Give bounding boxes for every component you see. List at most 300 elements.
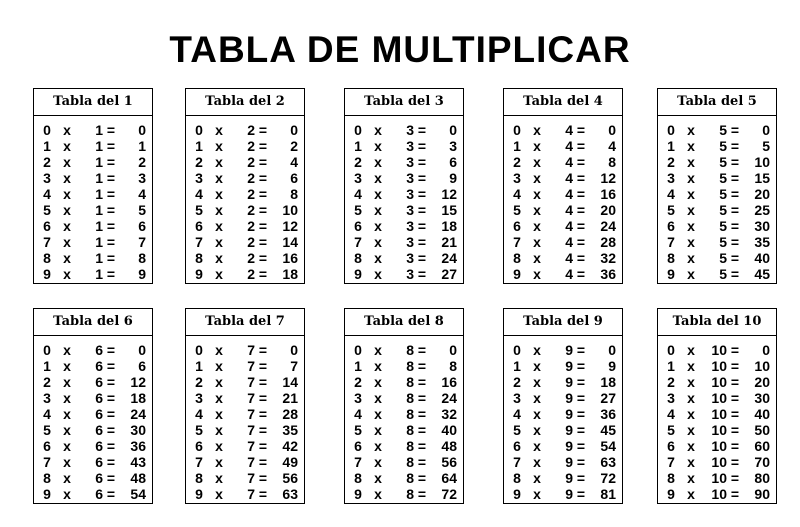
multiplier: 1: [95, 170, 103, 186]
multiplier: 4: [565, 250, 573, 266]
equals-sign: =: [258, 202, 268, 218]
product: 24: [130, 406, 146, 422]
multiplier: 2: [247, 154, 255, 170]
factor: 5: [354, 422, 362, 438]
times-sign: x: [63, 454, 71, 470]
equals-sign: =: [576, 406, 586, 422]
times-sign: x: [374, 122, 382, 138]
multiplier: 10: [711, 438, 727, 454]
multiplier: 5: [719, 170, 727, 186]
product: 20: [600, 202, 616, 218]
times-sign: x: [687, 454, 695, 470]
multiplier: 3: [406, 266, 414, 282]
table-row: [186, 138, 304, 154]
product: 10: [754, 358, 770, 374]
factor: 0: [43, 342, 51, 358]
table-heading: Tabla del 3: [345, 89, 463, 116]
multiplier: 4: [565, 170, 573, 186]
product: 30: [130, 422, 146, 438]
multiplier: 7: [247, 438, 255, 454]
factor: 4: [354, 186, 362, 202]
table-row: [186, 390, 304, 406]
times-sign: x: [533, 470, 541, 486]
table-row: [186, 374, 304, 390]
factor: 5: [43, 422, 51, 438]
factor: 6: [43, 218, 51, 234]
multiplier: 5: [719, 138, 727, 154]
factor: 3: [513, 390, 521, 406]
equals-sign: =: [576, 122, 586, 138]
table-row: [34, 266, 152, 282]
table-row: [658, 122, 776, 138]
product: 7: [138, 234, 146, 250]
factor: 8: [43, 250, 51, 266]
table-row: [34, 250, 152, 266]
times-sign: x: [687, 374, 695, 390]
table-row: [34, 342, 152, 358]
times-sign: x: [215, 406, 223, 422]
table-row: [34, 358, 152, 374]
table-row: [345, 422, 463, 438]
multiplier: 2: [247, 186, 255, 202]
table-heading: Tabla del 6: [34, 309, 152, 336]
product: 9: [138, 266, 146, 282]
multiplier: 7: [247, 342, 255, 358]
table-row: [504, 438, 622, 454]
product: 64: [441, 470, 457, 486]
table-row: [504, 266, 622, 282]
factor: 3: [513, 170, 521, 186]
table-rows: [34, 336, 152, 502]
equals-sign: =: [576, 374, 586, 390]
times-sign: x: [533, 438, 541, 454]
factor: 1: [667, 358, 675, 374]
multiplier: 5: [719, 250, 727, 266]
factor: 9: [195, 266, 203, 282]
times-sign: x: [687, 218, 695, 234]
equals-sign: =: [730, 218, 740, 234]
equals-sign: =: [417, 266, 427, 282]
product: 8: [138, 250, 146, 266]
times-sign: x: [687, 358, 695, 374]
times-sign: x: [374, 170, 382, 186]
factor: 7: [513, 234, 521, 250]
times-sign: x: [63, 390, 71, 406]
factor: 5: [43, 202, 51, 218]
table-card-2: [185, 88, 305, 284]
product: 6: [290, 170, 298, 186]
times-sign: x: [63, 170, 71, 186]
equals-sign: =: [576, 390, 586, 406]
times-sign: x: [687, 186, 695, 202]
product: 45: [754, 266, 770, 282]
multiplier: 3: [406, 234, 414, 250]
factor: 7: [667, 234, 675, 250]
times-sign: x: [687, 234, 695, 250]
table-row: [504, 122, 622, 138]
factor: 2: [354, 374, 362, 390]
factor: 2: [513, 374, 521, 390]
table-heading: Tabla del 7: [186, 309, 304, 336]
multiplier: 4: [565, 186, 573, 202]
times-sign: x: [215, 122, 223, 138]
multiplier: 9: [565, 438, 573, 454]
table-row: [345, 186, 463, 202]
multiplier: 3: [406, 186, 414, 202]
table-card-8: [344, 308, 464, 504]
multiplier: 8: [406, 422, 414, 438]
equals-sign: =: [417, 486, 427, 502]
product: 63: [282, 486, 298, 502]
multiplier: 3: [406, 154, 414, 170]
product: 36: [600, 266, 616, 282]
table-row: [504, 234, 622, 250]
product: 54: [600, 438, 616, 454]
product: 14: [282, 234, 298, 250]
equals-sign: =: [258, 358, 268, 374]
multiplier: 8: [406, 470, 414, 486]
table-row: [34, 234, 152, 250]
table-row: [186, 250, 304, 266]
equals-sign: =: [417, 390, 427, 406]
times-sign: x: [687, 154, 695, 170]
factor: 7: [354, 234, 362, 250]
multiplier: 1: [95, 138, 103, 154]
factor: 9: [354, 486, 362, 502]
factor: 1: [354, 358, 362, 374]
product: 9: [608, 358, 616, 374]
product: 80: [754, 470, 770, 486]
equals-sign: =: [417, 234, 427, 250]
table-row: [658, 234, 776, 250]
table-row: [658, 170, 776, 186]
product: 10: [754, 154, 770, 170]
multiplier: 1: [95, 122, 103, 138]
multiplier: 2: [247, 122, 255, 138]
table-row: [34, 122, 152, 138]
multiplier: 10: [711, 454, 727, 470]
factor: 0: [195, 122, 203, 138]
multiplier: 3: [406, 138, 414, 154]
multiplier: 10: [711, 390, 727, 406]
product: 24: [441, 250, 457, 266]
product: 0: [138, 122, 146, 138]
times-sign: x: [687, 390, 695, 406]
multiplier: 4: [565, 218, 573, 234]
times-sign: x: [374, 486, 382, 502]
factor: 1: [195, 138, 203, 154]
product: 6: [138, 218, 146, 234]
equals-sign: =: [730, 390, 740, 406]
factor: 7: [667, 454, 675, 470]
multiplier: 9: [565, 422, 573, 438]
equals-sign: =: [730, 406, 740, 422]
product: 49: [282, 454, 298, 470]
product: 72: [441, 486, 457, 502]
factor: 4: [195, 406, 203, 422]
equals-sign: =: [258, 250, 268, 266]
table-row: [34, 186, 152, 202]
equals-sign: =: [258, 170, 268, 186]
multiplier: 10: [711, 374, 727, 390]
product: 9: [449, 170, 457, 186]
table-row: [504, 154, 622, 170]
times-sign: x: [533, 234, 541, 250]
equals-sign: =: [258, 218, 268, 234]
table-card-10: [657, 308, 777, 504]
factor: 2: [667, 374, 675, 390]
factor: 7: [354, 454, 362, 470]
product: 50: [754, 422, 770, 438]
equals-sign: =: [417, 470, 427, 486]
times-sign: x: [374, 438, 382, 454]
table-row: [186, 170, 304, 186]
product: 28: [282, 406, 298, 422]
table-row: [658, 374, 776, 390]
multiplier: 5: [719, 218, 727, 234]
factor: 1: [513, 358, 521, 374]
table-row: [345, 342, 463, 358]
table-row: [504, 390, 622, 406]
table-rows: [345, 336, 463, 502]
times-sign: x: [215, 390, 223, 406]
factor: 2: [43, 374, 51, 390]
factor: 4: [43, 406, 51, 422]
product: 4: [138, 186, 146, 202]
times-sign: x: [687, 202, 695, 218]
factor: 4: [667, 186, 675, 202]
multiplier: 2: [247, 138, 255, 154]
equals-sign: =: [576, 202, 586, 218]
factor: 3: [354, 390, 362, 406]
table-row: [658, 390, 776, 406]
factor: 7: [43, 234, 51, 250]
factor: 9: [513, 486, 521, 502]
equals-sign: =: [417, 342, 427, 358]
times-sign: x: [215, 486, 223, 502]
table-card-1: [33, 88, 153, 284]
factor: 6: [513, 438, 521, 454]
multiplier: 3: [406, 170, 414, 186]
factor: 0: [667, 122, 675, 138]
multiplier: 9: [565, 374, 573, 390]
table-card-5: [657, 88, 777, 284]
product: 30: [754, 218, 770, 234]
equals-sign: =: [730, 438, 740, 454]
multiplier: 8: [406, 438, 414, 454]
product: 32: [441, 406, 457, 422]
equals-sign: =: [417, 122, 427, 138]
factor: 5: [195, 422, 203, 438]
factor: 3: [43, 390, 51, 406]
multiplier: 3: [406, 250, 414, 266]
factor: 3: [43, 170, 51, 186]
multiplier: 5: [719, 202, 727, 218]
equals-sign: =: [258, 438, 268, 454]
factor: 6: [195, 438, 203, 454]
equals-sign: =: [730, 374, 740, 390]
table-card-3: [344, 88, 464, 284]
product: 5: [762, 138, 770, 154]
factor: 1: [43, 138, 51, 154]
product: 30: [754, 390, 770, 406]
multiplier: 2: [247, 250, 255, 266]
multiplier: 3: [406, 218, 414, 234]
times-sign: x: [215, 250, 223, 266]
times-sign: x: [63, 122, 71, 138]
equals-sign: =: [417, 358, 427, 374]
table-row: [504, 138, 622, 154]
multiplier: 1: [95, 154, 103, 170]
table-row: [34, 138, 152, 154]
factor: 8: [43, 470, 51, 486]
multiplier: 4: [565, 138, 573, 154]
table-row: [345, 390, 463, 406]
table-row: [504, 406, 622, 422]
factor: 8: [513, 250, 521, 266]
times-sign: x: [374, 406, 382, 422]
times-sign: x: [533, 390, 541, 406]
table-row: [658, 266, 776, 282]
equals-sign: =: [106, 374, 116, 390]
times-sign: x: [374, 202, 382, 218]
times-sign: x: [215, 234, 223, 250]
factor: 0: [513, 122, 521, 138]
multiplier: 3: [406, 122, 414, 138]
table-heading: Tabla del 2: [186, 89, 304, 116]
product: 45: [600, 422, 616, 438]
multiplier: 9: [565, 486, 573, 502]
equals-sign: =: [417, 170, 427, 186]
times-sign: x: [533, 186, 541, 202]
factor: 6: [667, 438, 675, 454]
factor: 6: [43, 438, 51, 454]
equals-sign: =: [258, 186, 268, 202]
table-row: [34, 154, 152, 170]
times-sign: x: [533, 422, 541, 438]
product: 4: [608, 138, 616, 154]
multiplier: 9: [565, 454, 573, 470]
factor: 9: [667, 486, 675, 502]
table-row: [186, 406, 304, 422]
multiplier: 7: [247, 406, 255, 422]
multiplier: 4: [565, 266, 573, 282]
table-row: [345, 202, 463, 218]
table-row: [34, 202, 152, 218]
table-row: [658, 470, 776, 486]
product: 10: [282, 202, 298, 218]
multiplier: 9: [565, 470, 573, 486]
times-sign: x: [63, 438, 71, 454]
product: 18: [130, 390, 146, 406]
equals-sign: =: [576, 234, 586, 250]
product: 8: [449, 358, 457, 374]
multiplier: 10: [711, 406, 727, 422]
table-row: [186, 266, 304, 282]
product: 32: [600, 250, 616, 266]
times-sign: x: [63, 358, 71, 374]
multiplier: 2: [247, 170, 255, 186]
equals-sign: =: [576, 470, 586, 486]
table-row: [658, 218, 776, 234]
multiplier: 5: [719, 234, 727, 250]
product: 27: [600, 390, 616, 406]
equals-sign: =: [730, 454, 740, 470]
equals-sign: =: [106, 342, 116, 358]
table-rows: [345, 116, 463, 282]
table-row: [658, 358, 776, 374]
multiplier: 2: [247, 234, 255, 250]
product: 63: [600, 454, 616, 470]
factor: 2: [354, 154, 362, 170]
table-row: [345, 170, 463, 186]
factor: 8: [195, 470, 203, 486]
equals-sign: =: [258, 122, 268, 138]
table-row: [186, 202, 304, 218]
equals-sign: =: [576, 486, 586, 502]
product: 14: [282, 374, 298, 390]
product: 8: [608, 154, 616, 170]
table-row: [658, 438, 776, 454]
table-row: [504, 358, 622, 374]
equals-sign: =: [258, 266, 268, 282]
factor: 6: [354, 438, 362, 454]
table-row: [658, 186, 776, 202]
multiplier: 6: [95, 454, 103, 470]
factor: 1: [195, 358, 203, 374]
table-row: [504, 486, 622, 502]
product: 35: [754, 234, 770, 250]
factor: 2: [195, 374, 203, 390]
equals-sign: =: [417, 454, 427, 470]
multiplier: 6: [95, 342, 103, 358]
times-sign: x: [687, 342, 695, 358]
table-heading: Tabla del 1: [34, 89, 152, 116]
times-sign: x: [533, 154, 541, 170]
factor: 2: [195, 154, 203, 170]
factor: 1: [667, 138, 675, 154]
table-row: [186, 186, 304, 202]
times-sign: x: [687, 266, 695, 282]
equals-sign: =: [417, 138, 427, 154]
factor: 4: [354, 406, 362, 422]
times-sign: x: [687, 406, 695, 422]
equals-sign: =: [106, 218, 116, 234]
equals-sign: =: [106, 422, 116, 438]
product: 90: [754, 486, 770, 502]
factor: 9: [667, 266, 675, 282]
times-sign: x: [63, 202, 71, 218]
table-row: [34, 422, 152, 438]
table-row: [186, 234, 304, 250]
product: 6: [138, 358, 146, 374]
equals-sign: =: [417, 406, 427, 422]
table-row: [504, 470, 622, 486]
table-row: [658, 202, 776, 218]
equals-sign: =: [730, 154, 740, 170]
product: 24: [600, 218, 616, 234]
times-sign: x: [687, 138, 695, 154]
product: 54: [130, 486, 146, 502]
equals-sign: =: [417, 250, 427, 266]
table-row: [658, 250, 776, 266]
multiplier: 10: [711, 470, 727, 486]
factor: 4: [513, 406, 521, 422]
product: 35: [282, 422, 298, 438]
times-sign: x: [374, 374, 382, 390]
table-card-6: [33, 308, 153, 504]
multiplier: 9: [565, 342, 573, 358]
